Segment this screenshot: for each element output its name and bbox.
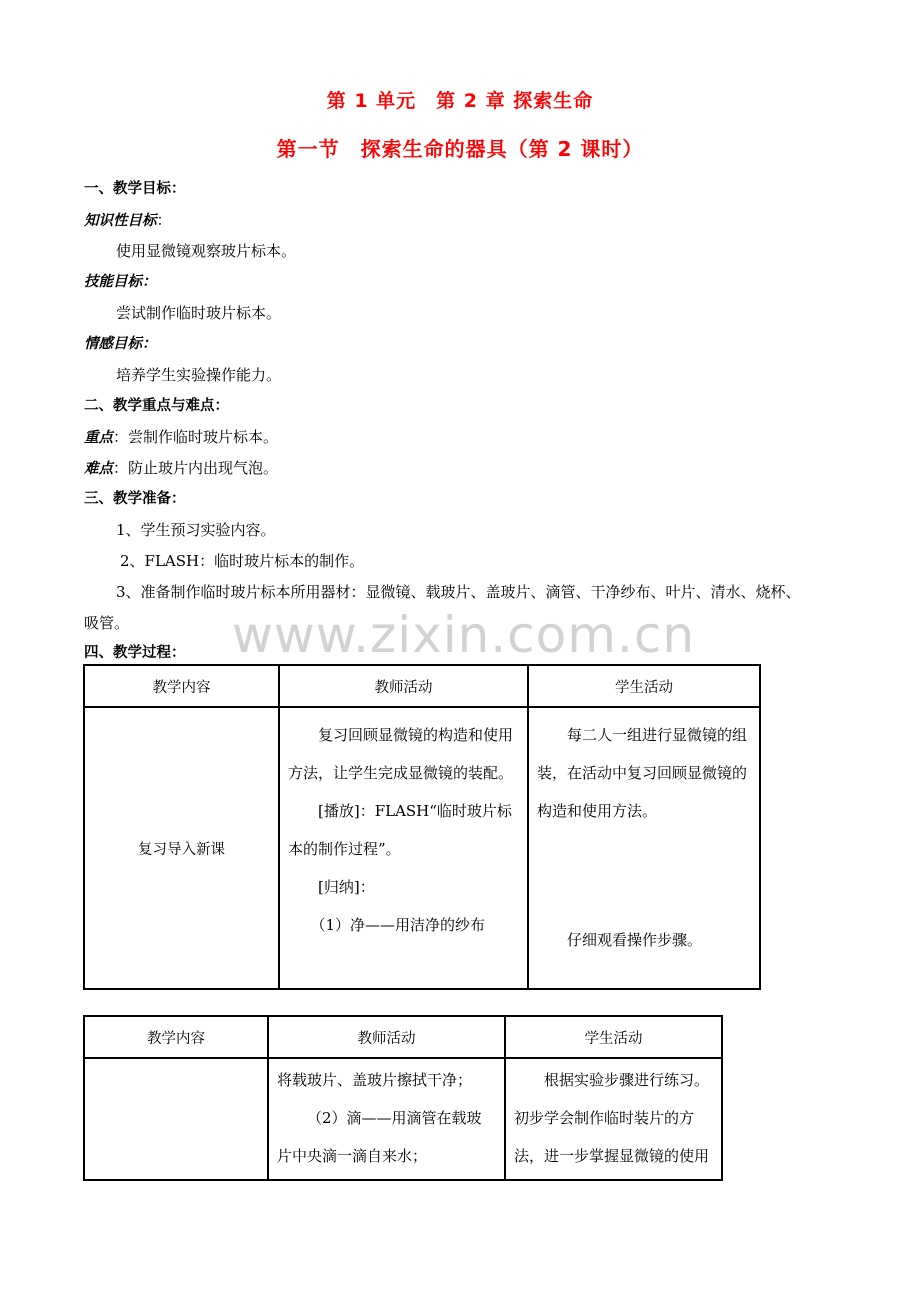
- student-paragraph: 根据实验步骤进行练习。初步学会制作临时装片的方法，进一步掌握显微镜的使用: [514, 1071, 710, 1165]
- teacher-activity-cell: [279, 707, 528, 989]
- teacher-paragraph: 将载玻片、盖玻片擦拭干净；: [277, 1071, 473, 1089]
- content-cell: [84, 1058, 268, 1180]
- knowledge-label-colon: ：: [156, 211, 172, 229]
- difficulty-label: 难点: [84, 460, 113, 477]
- section-process-heading: 四、教学过程：: [84, 645, 186, 661]
- header-teacher: 教师活动: [279, 665, 528, 707]
- header-content: 教学内容: [84, 665, 279, 707]
- header-teacher: 教师活动: [268, 1016, 505, 1058]
- lesson-title: 第一节 探索生命的器具（第 2 课时）: [276, 137, 644, 161]
- skill-objective-text: 尝试制作临时玻片标本。: [116, 304, 282, 322]
- header-content: 教学内容: [84, 1016, 268, 1058]
- skill-objective-label: 技能目标：: [84, 273, 157, 290]
- preparation-item-2: 2、FLASH：临时玻片标本的制作。: [120, 552, 365, 570]
- teacher-activity-cell: [268, 1058, 505, 1180]
- table-header-row: [84, 1016, 722, 1058]
- teacher-paragraph: （1）净——用洁净的纱布: [310, 916, 486, 934]
- teacher-paragraph: [播放]：FLASH“临时玻片标本的制作过程”。: [288, 802, 512, 858]
- emotion-objective-text: 培养学生实验操作能力。: [116, 366, 282, 384]
- difficulty-text: ：防止玻片内出现气泡。: [113, 459, 279, 477]
- key-point-label: 重点: [84, 429, 113, 446]
- header-student: 学生活动: [505, 1016, 722, 1058]
- chapter-title: 第 1 单元 第 2 章 探索生命: [326, 90, 594, 112]
- teaching-process-table-1: [83, 664, 761, 990]
- student-activity-cell: [528, 707, 760, 989]
- student-paragraph: 仔细观看操作步骤。: [567, 931, 703, 949]
- knowledge-label-text: 知识性目标: [84, 212, 157, 229]
- difficulty-point: [84, 458, 278, 479]
- student-activity-cell: [505, 1058, 722, 1180]
- header-student: 学生活动: [528, 665, 760, 707]
- teacher-paragraph: [归纳]：: [318, 878, 375, 896]
- key-point-text: ：尝制作临时玻片标本。: [113, 428, 279, 446]
- key-point: [84, 427, 278, 448]
- teacher-paragraph: 复习回顾显微镜的构造和使用方法，让学生完成显微镜的装配。: [288, 726, 514, 782]
- student-paragraph: 每二人一组进行显微镜的组装，在活动中复习回顾显微镜的构造和使用方法。: [537, 726, 748, 820]
- preparation-item-3-continued: 吸管。: [84, 614, 130, 632]
- section-key-points-heading: 二、教学重点与难点：: [84, 398, 229, 414]
- teacher-paragraph: （2）滴——用滴管在载玻片中央滴一滴自来水；: [277, 1109, 482, 1165]
- table-row: [84, 707, 760, 989]
- section-preparation-heading: 三、教学准备：: [84, 491, 186, 507]
- teaching-process-table-2: [83, 1015, 723, 1181]
- emotion-objective-label: 情感目标：: [84, 335, 157, 352]
- preparation-item-3: 3、准备制作临时玻片标本所用器材：显微镜、载玻片、盖玻片、滴管、干净纱布、叶片、清水、烧杯、: [116, 583, 801, 601]
- preparation-item-1: 1、学生预习实验内容。: [116, 521, 276, 539]
- watermark: www.zixin.com.cn: [232, 606, 696, 664]
- table-header-row: [84, 665, 760, 707]
- table-row: [84, 1058, 722, 1180]
- section-objectives-heading: 一、教学目标：: [84, 181, 186, 197]
- knowledge-objective-text: 使用显微镜观察玻片标本。: [116, 242, 297, 260]
- content-cell: 复习导入新课: [84, 707, 279, 989]
- knowledge-objective-label: [84, 210, 172, 231]
